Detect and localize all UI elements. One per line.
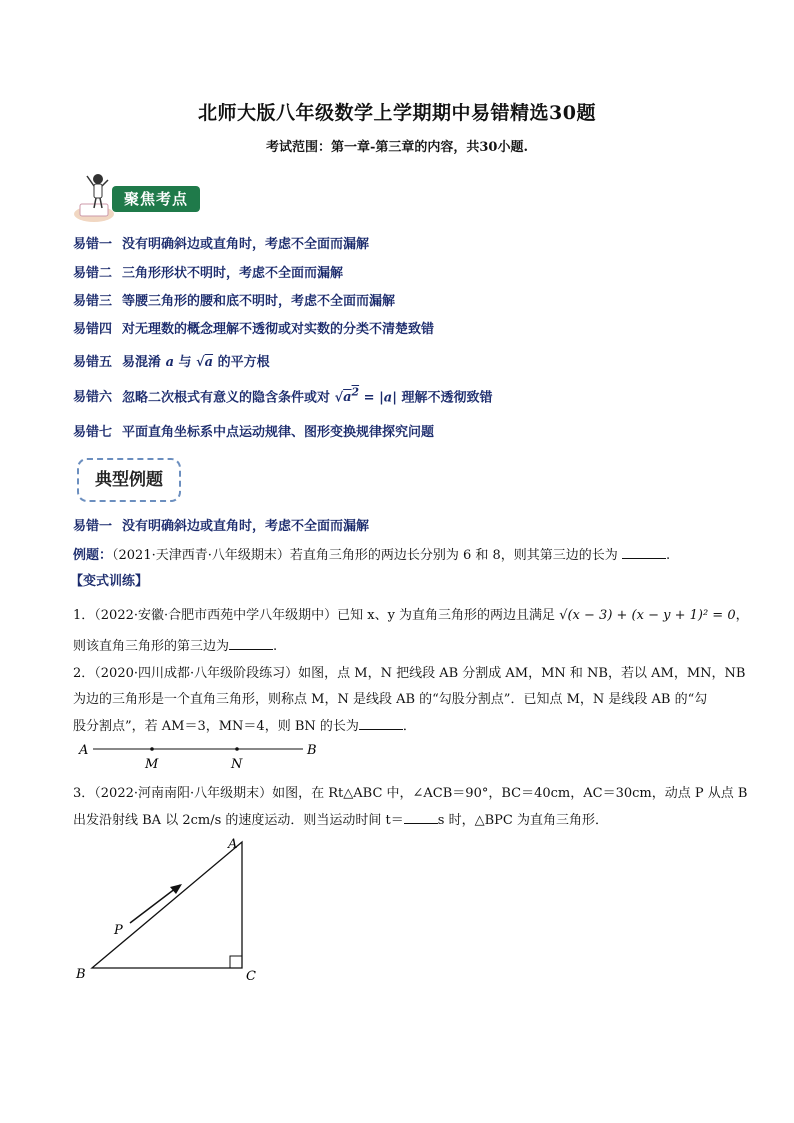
var-a: a bbox=[165, 355, 174, 370]
variant-training-label: 【变式训练】 bbox=[70, 574, 149, 589]
point-M bbox=[150, 747, 154, 751]
point-label-B: B bbox=[307, 743, 317, 758]
focus-badge bbox=[72, 170, 207, 222]
answer-blank bbox=[622, 546, 666, 559]
error-item-6: 易错六 忽略二次根式有意义的隐含条件或对 $√a^2 = |a|$ 理解不透彻致错 bbox=[73, 386, 493, 406]
error-item-1: 易错一 没有明确斜边或直角时，考虑不全面而漏解 bbox=[73, 237, 370, 252]
error-item-3: 易错三 等腰三角形的腰和底不明时，考虑不全面而漏解 bbox=[73, 294, 396, 309]
vertex-label-A: A bbox=[228, 837, 238, 852]
point-label-A: A bbox=[79, 743, 89, 758]
triangle-ABC bbox=[92, 842, 242, 968]
answer-blank bbox=[359, 717, 403, 730]
error-item-7: 易错七 平面直角坐标系中点运动规律、图形变换规律探究问题 bbox=[73, 425, 435, 440]
question-1-line-2: 则该直角三角形的第三边为 . bbox=[73, 639, 278, 654]
focus-badge-label: 聚焦考点 bbox=[112, 186, 200, 212]
example-question: 例题：（2021·天津西青·八年级期末）若直角三角形的两边长分别为 6 和 8，则其第三边的长为 . bbox=[73, 548, 671, 563]
abs-a: |a| bbox=[379, 390, 397, 406]
arrow-head bbox=[170, 884, 182, 894]
question-2-line-1: 2．（2020·四川成都·八年级阶段练习）如图，点 M，N 把线段 AB 分割成 AM，MN 和 NB，若以 AM，MN，NB bbox=[73, 666, 746, 681]
point-label-P: P bbox=[114, 923, 123, 938]
sqrt-a-squared: $√a^2$ bbox=[334, 386, 360, 406]
point-N bbox=[235, 747, 239, 751]
page-subtitle: 考试范围：第一章-第三章的内容，共30小题. bbox=[265, 140, 528, 155]
question-3-line-1: 3．（2022·河南南阳·八年级期末）如图，在 Rt△ABC 中，∠ACB＝90°，BC＝40cm，AC＝30cm，动点 P 从点 B bbox=[73, 786, 748, 801]
answer-blank bbox=[229, 637, 273, 650]
q1-equation: √(x − 3) + (x − y + 1)² = 0 bbox=[559, 608, 736, 623]
question-3-line-2: 出发沿射线 BA 以 2cm/s 的速度运动．则当运动时间 t＝ s 时，△BPC 为直角三角形． bbox=[73, 813, 608, 828]
question-2-line-2: 为边的三角形是一个直角三角形，则称点 M，N 是线段 AB 的“勾股分割点”．已知点 M，N 是线段 AB 的“勾 bbox=[73, 692, 708, 707]
question-2-line-3: 股分割点”，若 AM＝3，MN＝4，则 BN 的长为 ． bbox=[73, 719, 416, 734]
triangle-figure bbox=[70, 830, 270, 990]
vertex-label-B: B bbox=[76, 967, 86, 982]
section-heading: 易错一 没有明确斜边或直角时，考虑不全面而漏解 bbox=[73, 519, 370, 534]
error-item-2: 易错二 三角形形状不明时，考虑不全面而漏解 bbox=[73, 266, 344, 281]
point-label-M: M bbox=[145, 757, 159, 770]
question-1-line-1: 1．（2022·安徽·合肥市西苑中学八年级期中）已知 x、y 为直角三角形的两边且满足 √(x − 3) + (x − y + 1)² = 0， bbox=[73, 608, 749, 623]
vertex-label-C: C bbox=[246, 969, 256, 984]
point-label-N: N bbox=[231, 757, 243, 770]
typical-examples-box: 典型例题 bbox=[77, 458, 181, 502]
error-item-4: 易错四 对无理数的概念理解不透彻或对实数的分类不清楚致错 bbox=[73, 322, 435, 337]
page-title: 北师大版八年级数学上学期期中易错精选30题 bbox=[198, 102, 596, 124]
error-item-5: 易错五 易混淆 a 与 √a 的平方根 bbox=[73, 355, 270, 370]
answer-blank bbox=[404, 811, 438, 824]
motion-arrow bbox=[130, 885, 180, 923]
right-angle-mark bbox=[230, 956, 242, 968]
segment-figure bbox=[75, 738, 325, 770]
sqrt-a: √a bbox=[196, 355, 214, 370]
